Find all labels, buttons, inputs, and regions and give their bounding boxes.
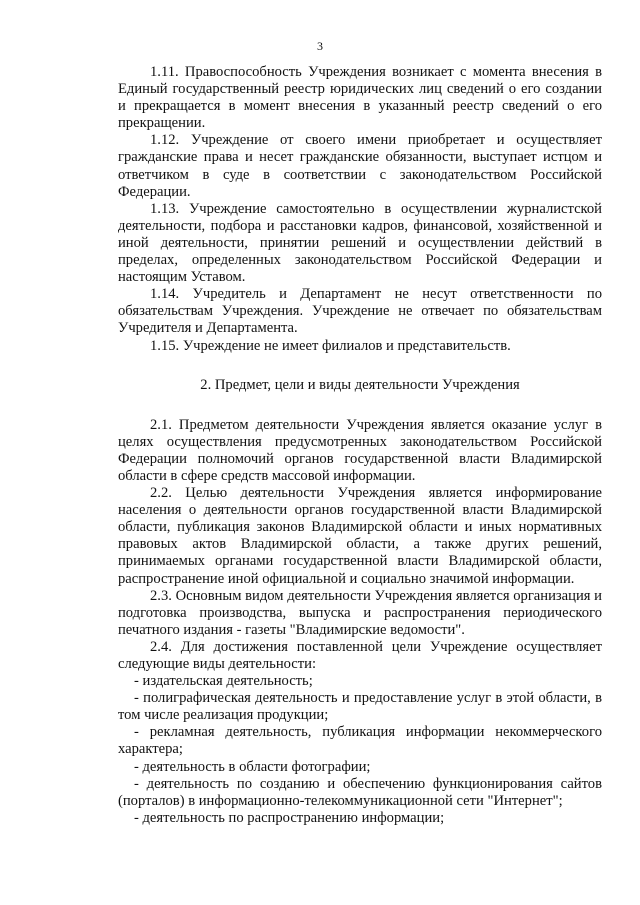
list-item: - издательская деятельность; — [134, 673, 313, 690]
list-item: - деятельность по распространению информации; — [134, 809, 445, 826]
paragraph-1-12: 1.12. Учреждение от своего имени приобретает и осуществляет гражданские права и несет гражданские обязанности, выступает истцом и ответчиком в суде в соответствии с законодательством Российской Федерации. — [118, 132, 602, 200]
page-number: 3 — [317, 39, 323, 53]
section-heading: 2. Предмет, цели и виды деятельности Учреждения — [200, 376, 520, 393]
paragraph-2-3: 2.3. Основным видом деятельности Учреждения является организация и подготовка производства, выпуска и распространения периодического печатного издания - газеты "Владимирские ведомости". — [118, 587, 602, 638]
paragraph-1-13: 1.13. Учреждение самостоятельно в осуществлении журналистской деятельности, подбора и расстановки кадров, финансовой, хозяйственной и иной деятельности, принятии решений и осуществлении действий в пределах, определенных законодательством Российской Федерации и настоящим Уставом. — [118, 200, 602, 286]
paragraph-1-15: 1.15. Учреждение не имеет филиалов и представительств. — [150, 337, 511, 354]
paragraph-2-2: 2.2. Целью деятельности Учреждения является информирование населения о деятельности органов государственной власти Владимирской области, публикация законов Владимирской области и иных нормативных правовых актов Владимирской области, а также других решений, принимаемых органами государственной власти Владимирской области, распространение иной официальной и социально значимой информации. — [118, 485, 602, 587]
list-item: - рекламная деятельность, публикация информации некоммерческого характера; — [118, 724, 602, 758]
paragraph-1-11: 1.11. Правоспособность Учреждения возникает с момента внесения в Единый государственный реестр юридических лиц сведений о его создании и прекращается в момент внесения в указанный реестр сведений о его прекращении. — [118, 64, 602, 132]
paragraph-2-1: 2.1. Предметом деятельности Учреждения является оказание услуг в целях осуществления предусмотренных законодательством Российской Федерации полномочий органов государственной власти Владимирской области в сфере средств массовой информации. — [118, 416, 602, 484]
document-body — [118, 64, 602, 827]
paragraph-2-4: 2.4. Для достижения поставленной цели Учреждение осуществляет следующие виды деятельности: — [118, 638, 602, 672]
list-item: - деятельность по созданию и обеспечению функционирования сайтов (порталов) в информационно-телекоммуникационной сети "Интернет"; — [118, 775, 602, 809]
list-item: - деятельность в области фотографии; — [134, 758, 371, 775]
paragraph-1-14: 1.14. Учредитель и Департамент не несут ответственности по обязательствам Учреждения. Учреждение не отвечает по обязательствам Учредителя и Департамента. — [118, 286, 602, 337]
list-item: - полиграфическая деятельность и предоставление услуг в этой области, в том числе реализация продукции; — [118, 690, 602, 724]
